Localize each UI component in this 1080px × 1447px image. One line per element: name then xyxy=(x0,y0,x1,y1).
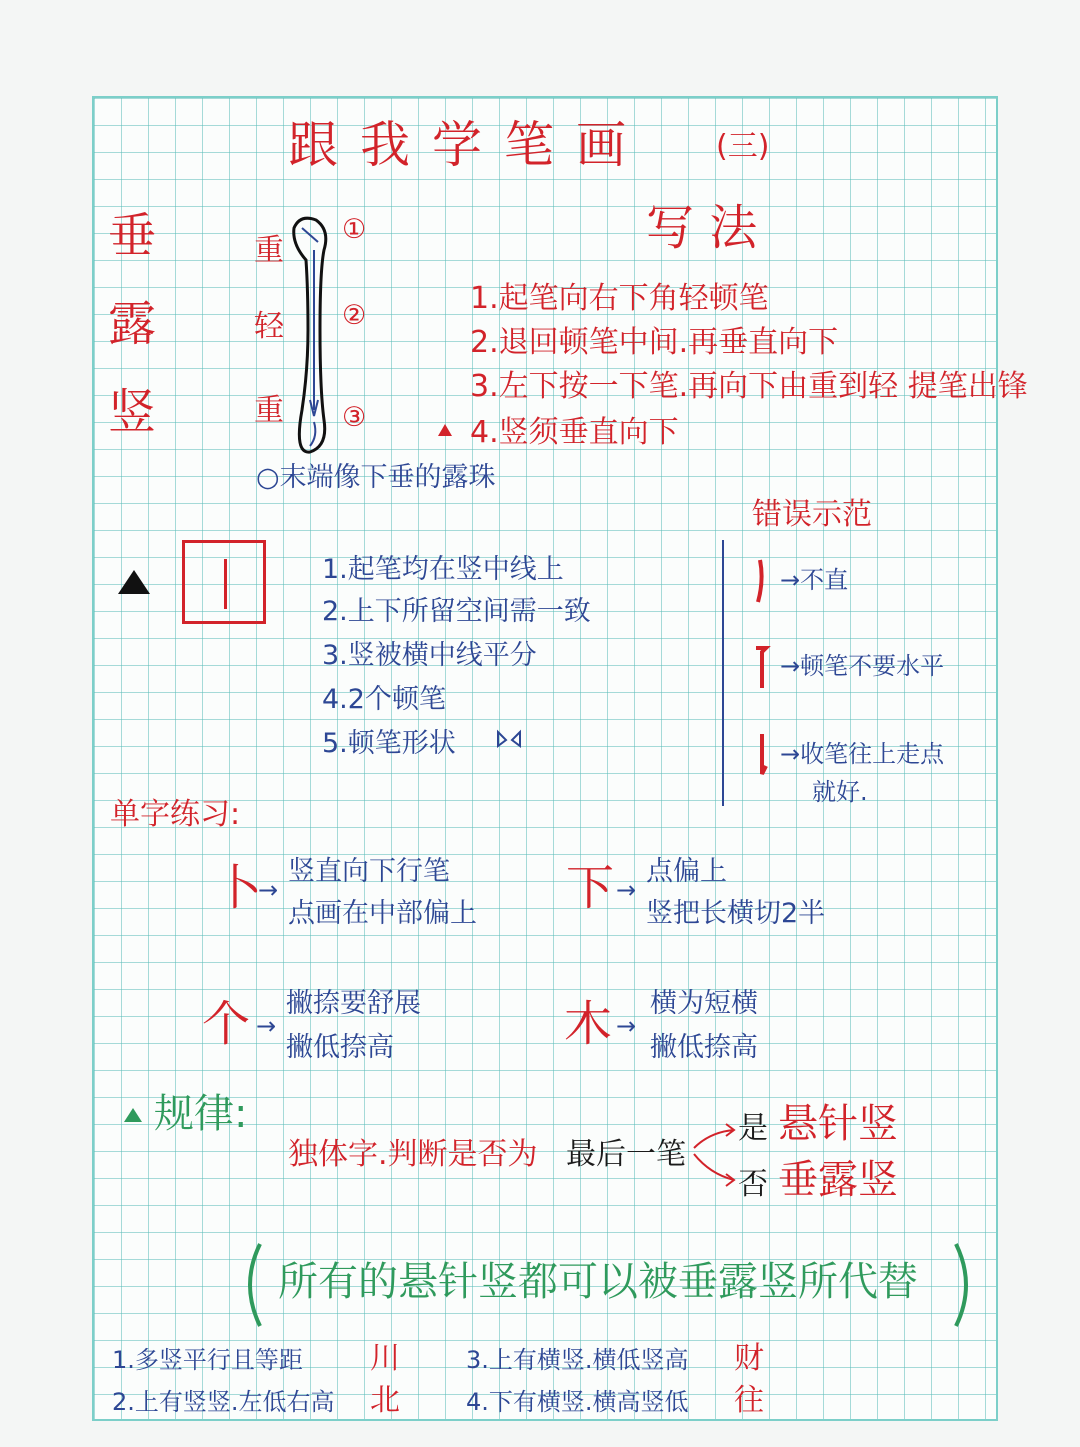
summary-right-paren xyxy=(952,1240,976,1330)
box-stroke xyxy=(224,559,227,609)
law-branch-arrows xyxy=(690,1118,740,1190)
law-sentence-black: 最后一笔 xyxy=(566,1137,686,1172)
red-triangle-icon xyxy=(438,424,452,436)
stroke-name-char-2: 露 xyxy=(108,296,157,352)
weight-label-3: 重 xyxy=(254,393,284,428)
rule-4: 4.2个顿笔 xyxy=(322,684,446,715)
bottom-rule-3: 3.上有横竖.横低竖高 xyxy=(466,1346,689,1374)
law-heading: 规律: xyxy=(154,1091,248,1137)
rule-5: 5.顿笔形状 xyxy=(322,728,456,759)
law-no-label: 否 xyxy=(738,1167,768,1202)
circle-num-2: ② xyxy=(342,300,367,331)
summary-text: 所有的悬针竖都可以被垂露竖所代替 xyxy=(278,1259,918,1305)
summary-left-paren xyxy=(240,1240,264,1330)
weight-label-2: 轻 xyxy=(254,309,284,344)
green-triangle-icon xyxy=(124,1108,142,1122)
method-step-4: 4.竖须垂直向下 xyxy=(470,415,679,450)
circle-num-3: ③ xyxy=(342,402,367,433)
practice-3-line-2: 撇低捺高 xyxy=(286,1032,394,1063)
law-sentence-red: 独体字.判断是否为 xyxy=(288,1137,538,1172)
bottom-char-2: 北 xyxy=(370,1383,400,1418)
title-suffix: (三) xyxy=(716,129,770,164)
practice-2-line-2: 竖把长横切2半 xyxy=(646,898,826,929)
law-yes-value: 悬针竖 xyxy=(778,1101,898,1147)
stroke-name-char-1: 垂 xyxy=(108,208,157,264)
bottom-rule-1: 1.多竖平行且等距 xyxy=(112,1346,303,1374)
rule-1: 1.起笔均在竖中线上 xyxy=(322,554,564,585)
bottom-rule-2: 2.上有竖竖.左低右高 xyxy=(112,1388,335,1416)
practice-arrow-4: → xyxy=(616,1012,637,1040)
mistakes-heading: 错误示范 xyxy=(752,497,872,532)
practice-1-line-1: 竖直向下行笔 xyxy=(288,856,450,887)
page-title: 跟我学笔画 xyxy=(288,116,648,174)
mistake-1: →不直 xyxy=(780,566,849,594)
practice-char-3: 个 xyxy=(202,996,251,1052)
practice-heading: 单字练习: xyxy=(110,797,241,832)
dot-shape-icon xyxy=(494,728,524,750)
bottom-char-1: 川 xyxy=(370,1341,400,1376)
law-yes-label: 是 xyxy=(738,1111,768,1146)
method-step-2: 2.退回顿笔中间.再垂直向下 xyxy=(470,325,839,360)
method-step-1: 1.起笔向右下角轻顿笔 xyxy=(470,281,769,316)
rule-3: 3.竖被横中线平分 xyxy=(322,640,537,671)
practice-char-4: 木 xyxy=(564,996,613,1052)
dew-note: ○末端像下垂的露珠 xyxy=(256,462,496,493)
practice-3-line-1: 撇捺要舒展 xyxy=(286,988,421,1019)
practice-arrow-2: → xyxy=(616,876,637,904)
mistake-stroke-3 xyxy=(752,730,772,780)
practice-1-line-2: 点画在中部偏上 xyxy=(288,898,477,929)
mistake-stroke-1 xyxy=(752,556,772,606)
law-no-value: 垂露竖 xyxy=(778,1157,898,1203)
bottom-char-3: 财 xyxy=(734,1341,764,1376)
rule-2: 2.上下所留空间需一致 xyxy=(322,596,591,627)
practice-char-1: 卜 xyxy=(214,860,263,916)
practice-char-2: 下 xyxy=(566,860,615,916)
practice-arrow-3: → xyxy=(256,1012,277,1040)
bottom-char-4: 往 xyxy=(734,1383,764,1418)
mistake-3-cont: 就好. xyxy=(812,778,868,806)
black-triangle-icon xyxy=(118,570,150,594)
bottom-rule-4: 4.下有横竖.横高竖低 xyxy=(466,1388,689,1416)
mistake-stroke-2 xyxy=(752,642,772,692)
circle-num-1: ① xyxy=(342,214,367,245)
practice-arrow-1: → xyxy=(258,876,279,904)
vertical-stroke-illustration xyxy=(288,210,348,460)
mistake-3: →收笔往上走点 xyxy=(780,740,945,768)
weight-label-1: 重 xyxy=(254,233,284,268)
dew-circle-icon: ○ xyxy=(256,462,280,493)
practice-2-line-1: 点偏上 xyxy=(646,856,727,887)
mistakes-brace xyxy=(722,540,738,806)
stroke-grid-box xyxy=(182,540,266,624)
practice-4-line-2: 撇低捺高 xyxy=(650,1032,758,1063)
method-step-3: 3.左下按一下笔.再向下由重到轻 提笔出锋 xyxy=(470,369,1028,404)
mistake-2: →顿笔不要水平 xyxy=(780,652,945,680)
method-heading: 写 法 xyxy=(646,200,758,256)
practice-4-line-1: 横为短横 xyxy=(650,988,758,1019)
stroke-name-char-3: 竖 xyxy=(108,384,157,440)
